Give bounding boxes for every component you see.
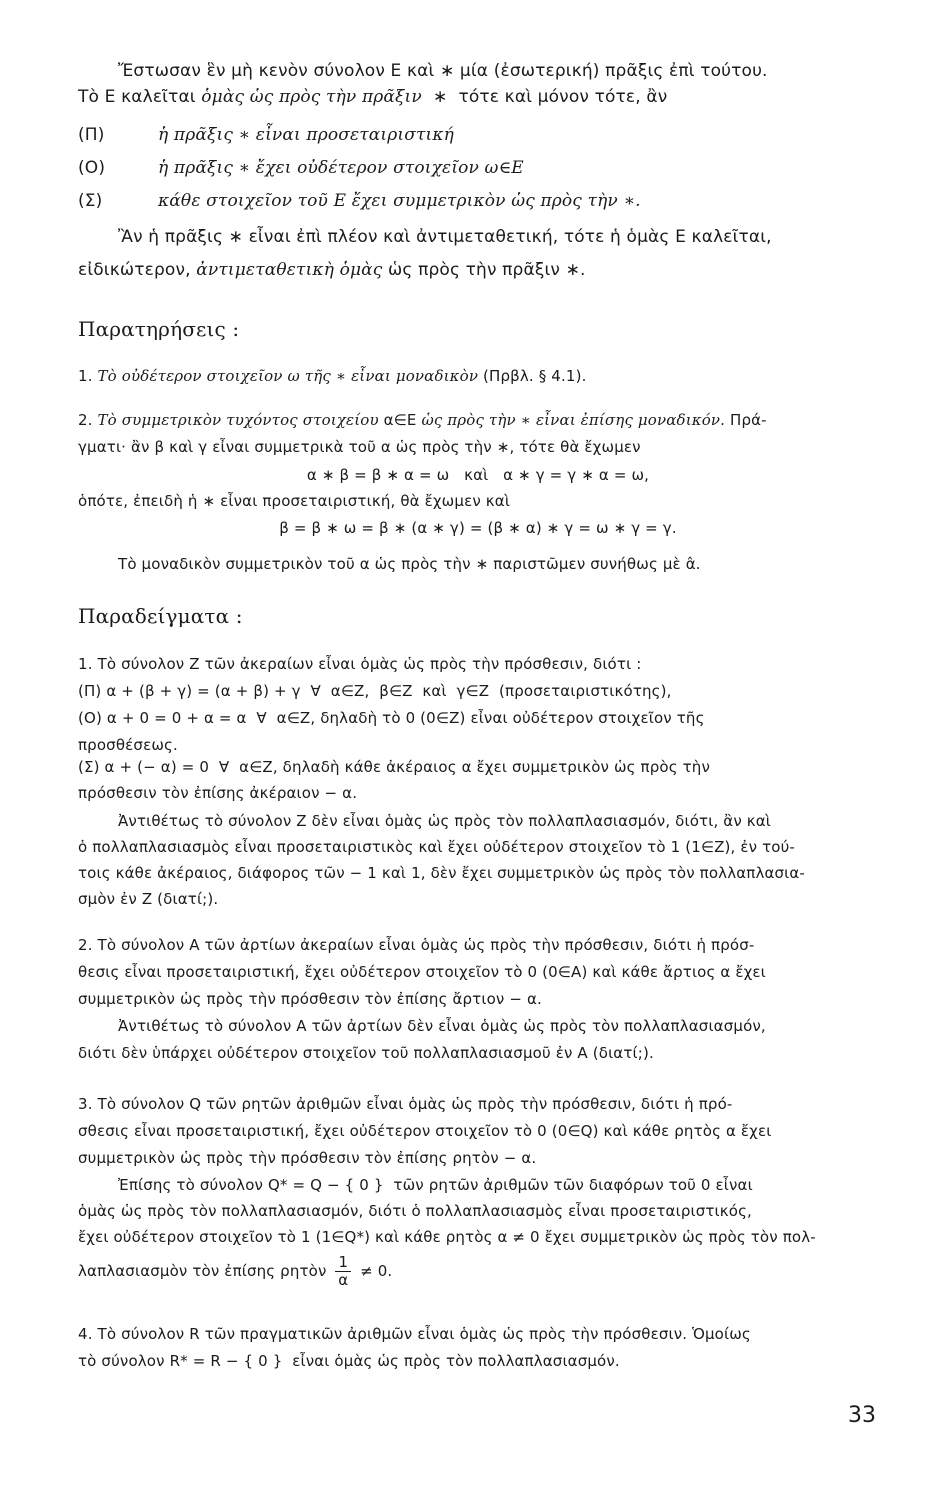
definition-intro: Ἔστωσαν ἓν μὴ κενὸν σύνολον Ε καὶ ∗ μία (ἐσωτερική) πρᾶξις ἐπὶ τούτου. [118,61,768,81]
example-4-line-1: 4. Τὸ σύνολον R τῶν πραγματικῶν ἀριθμῶν εἶναι ὁμὰς ὡς πρὸς τὴν πρόσθεσιν. Ὁμοίως [78,1325,751,1343]
example-2-line-4: Ἀντιθέτως τὸ σύνολον Α τῶν ἀρτίων δὲν εἶναι ὁμὰς ὡς πρὸς τὸν πολλαπλασιασμόν, [118,1017,766,1035]
example-2-line-3: συμμετρικὸν ὡς πρὸς τὴν πρόσθεσιν τὸν ἐπίσης ἄρτιον − α. [78,990,542,1008]
abelian-line-1: Ἂν ἡ πρᾶξις ∗ εἶναι ἐπὶ πλέον καὶ ἀντιμεταθετική, τότε ἡ ὁμὰς Ε καλεῖται, [118,227,772,247]
example-1-line-4: προσθέσεως. [78,736,178,754]
remark-2-equation-1: α ∗ β = β ∗ α = ω καὶ α ∗ γ = γ ∗ α = ω, [306,466,650,484]
example-1-line-3: (Ο) α + 0 = 0 + α = α ∀ α∈Ζ, δηλαδὴ τὸ 0 (0∈Ζ) εἶναι οὐδέτερον στοιχεῖον τῆς [78,709,705,727]
heading-examples: Παραδείγματα : [78,604,243,628]
abelian-line-2: εἰδικώτερον, ἀντιμεταθετικὴ ὁμὰς ὡς πρὸς τὴν πρᾶξιν ∗. [78,260,586,280]
example-1-line-9: τοις κάθε ἀκέραιος, διάφορος τῶν − 1 καὶ 1, δὲν ἔχει συμμετρικὸν ὡς πρὸς τὸν πολλαπλασια- [78,864,805,882]
example-3-line-6: ἔχει οὐδέτερον στοιχεῖον τὸ 1 (1∈Q*) καὶ κάθε ρητὸς α ≠ 0 ἔχει συμμετρικὸν ὡς πρὸς τὸν πολ- [78,1228,816,1246]
remark-2: 2. Τὸ συμμετρικὸν τυχόντος στοιχείου α∈Ε ὡς πρὸς τὴν ∗ εἶναι ἐπίσης μοναδικόν. Πρά- [78,411,767,429]
example-1-line-8: ὁ πολλαπλασιασμὸς εἶναι προσεταιριστικὸς καὶ ἔχει οὐδέτερον στοιχεῖον τὸ 1 (1∈Ζ), ἐν τού- [78,838,795,856]
remark-2-equation-2: β = β ∗ ω = β ∗ (α ∗ γ) = (β ∗ α) ∗ γ = ω ∗ γ = γ. [279,519,677,537]
axiom-inverse: (Σ) κάθε στοιχεῖον τοῦ Ε ἔχει συμμετρικὸν ὡς πρὸς τὴν ∗. [78,191,641,211]
example-1-line-10: σμὸν ἐν Ζ (διατί;). [78,890,219,908]
example-4-line-2: τὸ σύνολον R* = R − { 0 } εἶναι ὁμὰς ὡς πρὸς τὸν πολλαπλασιασμόν. [78,1352,620,1370]
example-3-line-3: συμμετρικὸν ὡς πρὸς τὴν πρόσθεσιν τὸν ἐπίσης ρητὸν − α. [78,1149,537,1167]
definition-line-2: Τὸ Ε καλεῖται ὁμὰς ὡς πρὸς τὴν πρᾶξιν ∗ τότε καὶ μόνον τότε, ἂν [78,87,668,107]
example-3-line-7: λαπλασιασμὸν τὸν ἐπίσης ρητὸν $\frac{1}{\alpha}$ ≠ 0. [78,1253,393,1289]
example-3-line-1: 3. Τὸ σύνολον Q τῶν ρητῶν ἀριθμῶν εἶναι ὁμὰς ὡς πρὸς τὴν πρόσθεσιν, διότι ἡ πρό- [78,1095,733,1113]
example-3-line-2: σθεσις εἶναι προσεταιριστική, ἔχει οὐδέτερον στοιχεῖον τὸ 0 (0∈Q) καὶ κάθε ρητὸς α ἔχει [78,1122,772,1140]
page-number: 33 [848,1403,876,1428]
example-1-line-6: πρόσθεσιν τὸν ἐπίσης ἀκέραιον − α. [78,784,358,802]
remark-1: 1. Τὸ οὐδέτερον στοιχεῖον ω τῆς ∗ εἶναι μοναδικὸν (Πρβλ. § 4.1). [78,367,587,385]
example-3-line-5: ὁμὰς ὡς πρὸς τὸν πολλαπλασιασμόν, διότι ὁ πολλαπλασιασμὸς εἶναι προσεταιριστικός, [78,1202,752,1220]
example-1-line-7: Ἀντιθέτως τὸ σύνολον Ζ δὲν εἶναι ὁμὰς ὡς πρὸς τὸν πολλαπλασιασμόν, διότι, ἂν καὶ [118,812,772,830]
fraction-one-over-alpha: $\frac{1}{\alpha}$ [335,1254,351,1289]
example-3-line-4: Ἐπίσης τὸ σύνολον Q* = Q − { 0 } τῶν ρητῶν ἀριθμῶν τῶν διαφόρων τοῦ 0 εἶναι [118,1176,753,1194]
example-1-line-1: 1. Τὸ σύνολον Ζ τῶν ἀκεραίων εἶναι ὁμὰς ὡς πρὸς τὴν πρόσθεσιν, διότι : [78,655,642,673]
example-1-line-5: (Σ) α + (− α) = 0 ∀ α∈Ζ, δηλαδὴ κάθε ἀκέραιος α ἔχει συμμετρικὸν ὡς πρὸς τὴν [78,758,710,776]
remark-2-notation: Τὸ μοναδικὸν συμμετρικὸν τοῦ α ὡς πρὸς τὴν ∗ παριστῶμεν συνήθως μὲ α̂. [118,555,701,573]
remark-2-line-4: ὁπότε, ἐπειδὴ ἡ ∗ εἶναι προσεταιριστική, θὰ ἔχωμεν καὶ [78,492,511,510]
example-2-line-2: θεσις εἶναι προσεταιριστική, ἔχει οὐδέτερον στοιχεῖον τὸ 0 (0∈Α) καὶ κάθε ἄρτιος α ἔχει [78,963,766,981]
example-2-line-5: διότι δὲν ὑπάρχει οὐδέτερον στοιχεῖον τοῦ πολλαπλασιασμοῦ ἐν Α (διατί;). [78,1044,654,1062]
example-1-line-2: (Π) α + (β + γ) = (α + β) + γ ∀ α∈Ζ, β∈Ζ καὶ γ∈Ζ (προσεταιριστικότης), [78,682,672,700]
axiom-associativity: (Π) ἡ πρᾶξις ∗ εἶναι προσεταιριστική [78,125,454,145]
axiom-identity: (Ο) ἡ πρᾶξις ∗ ἔχει οὐδέτερον στοιχεῖον ω∈Ε [78,158,524,178]
example-2-line-1: 2. Τὸ σύνολον Α τῶν ἀρτίων ἀκεραίων εἶναι ὁμὰς ὡς πρὸς τὴν πρόσθεσιν, διότι ἡ πρόσ- [78,936,755,954]
heading-remarks: Παρατηρήσεις : [78,317,240,341]
remark-2-line-2: γματι· ἂν β καὶ γ εἶναι συμμετρικὰ τοῦ α ὡς πρὸς τὴν ∗, τότε θὰ ἔχωμεν [78,438,641,456]
